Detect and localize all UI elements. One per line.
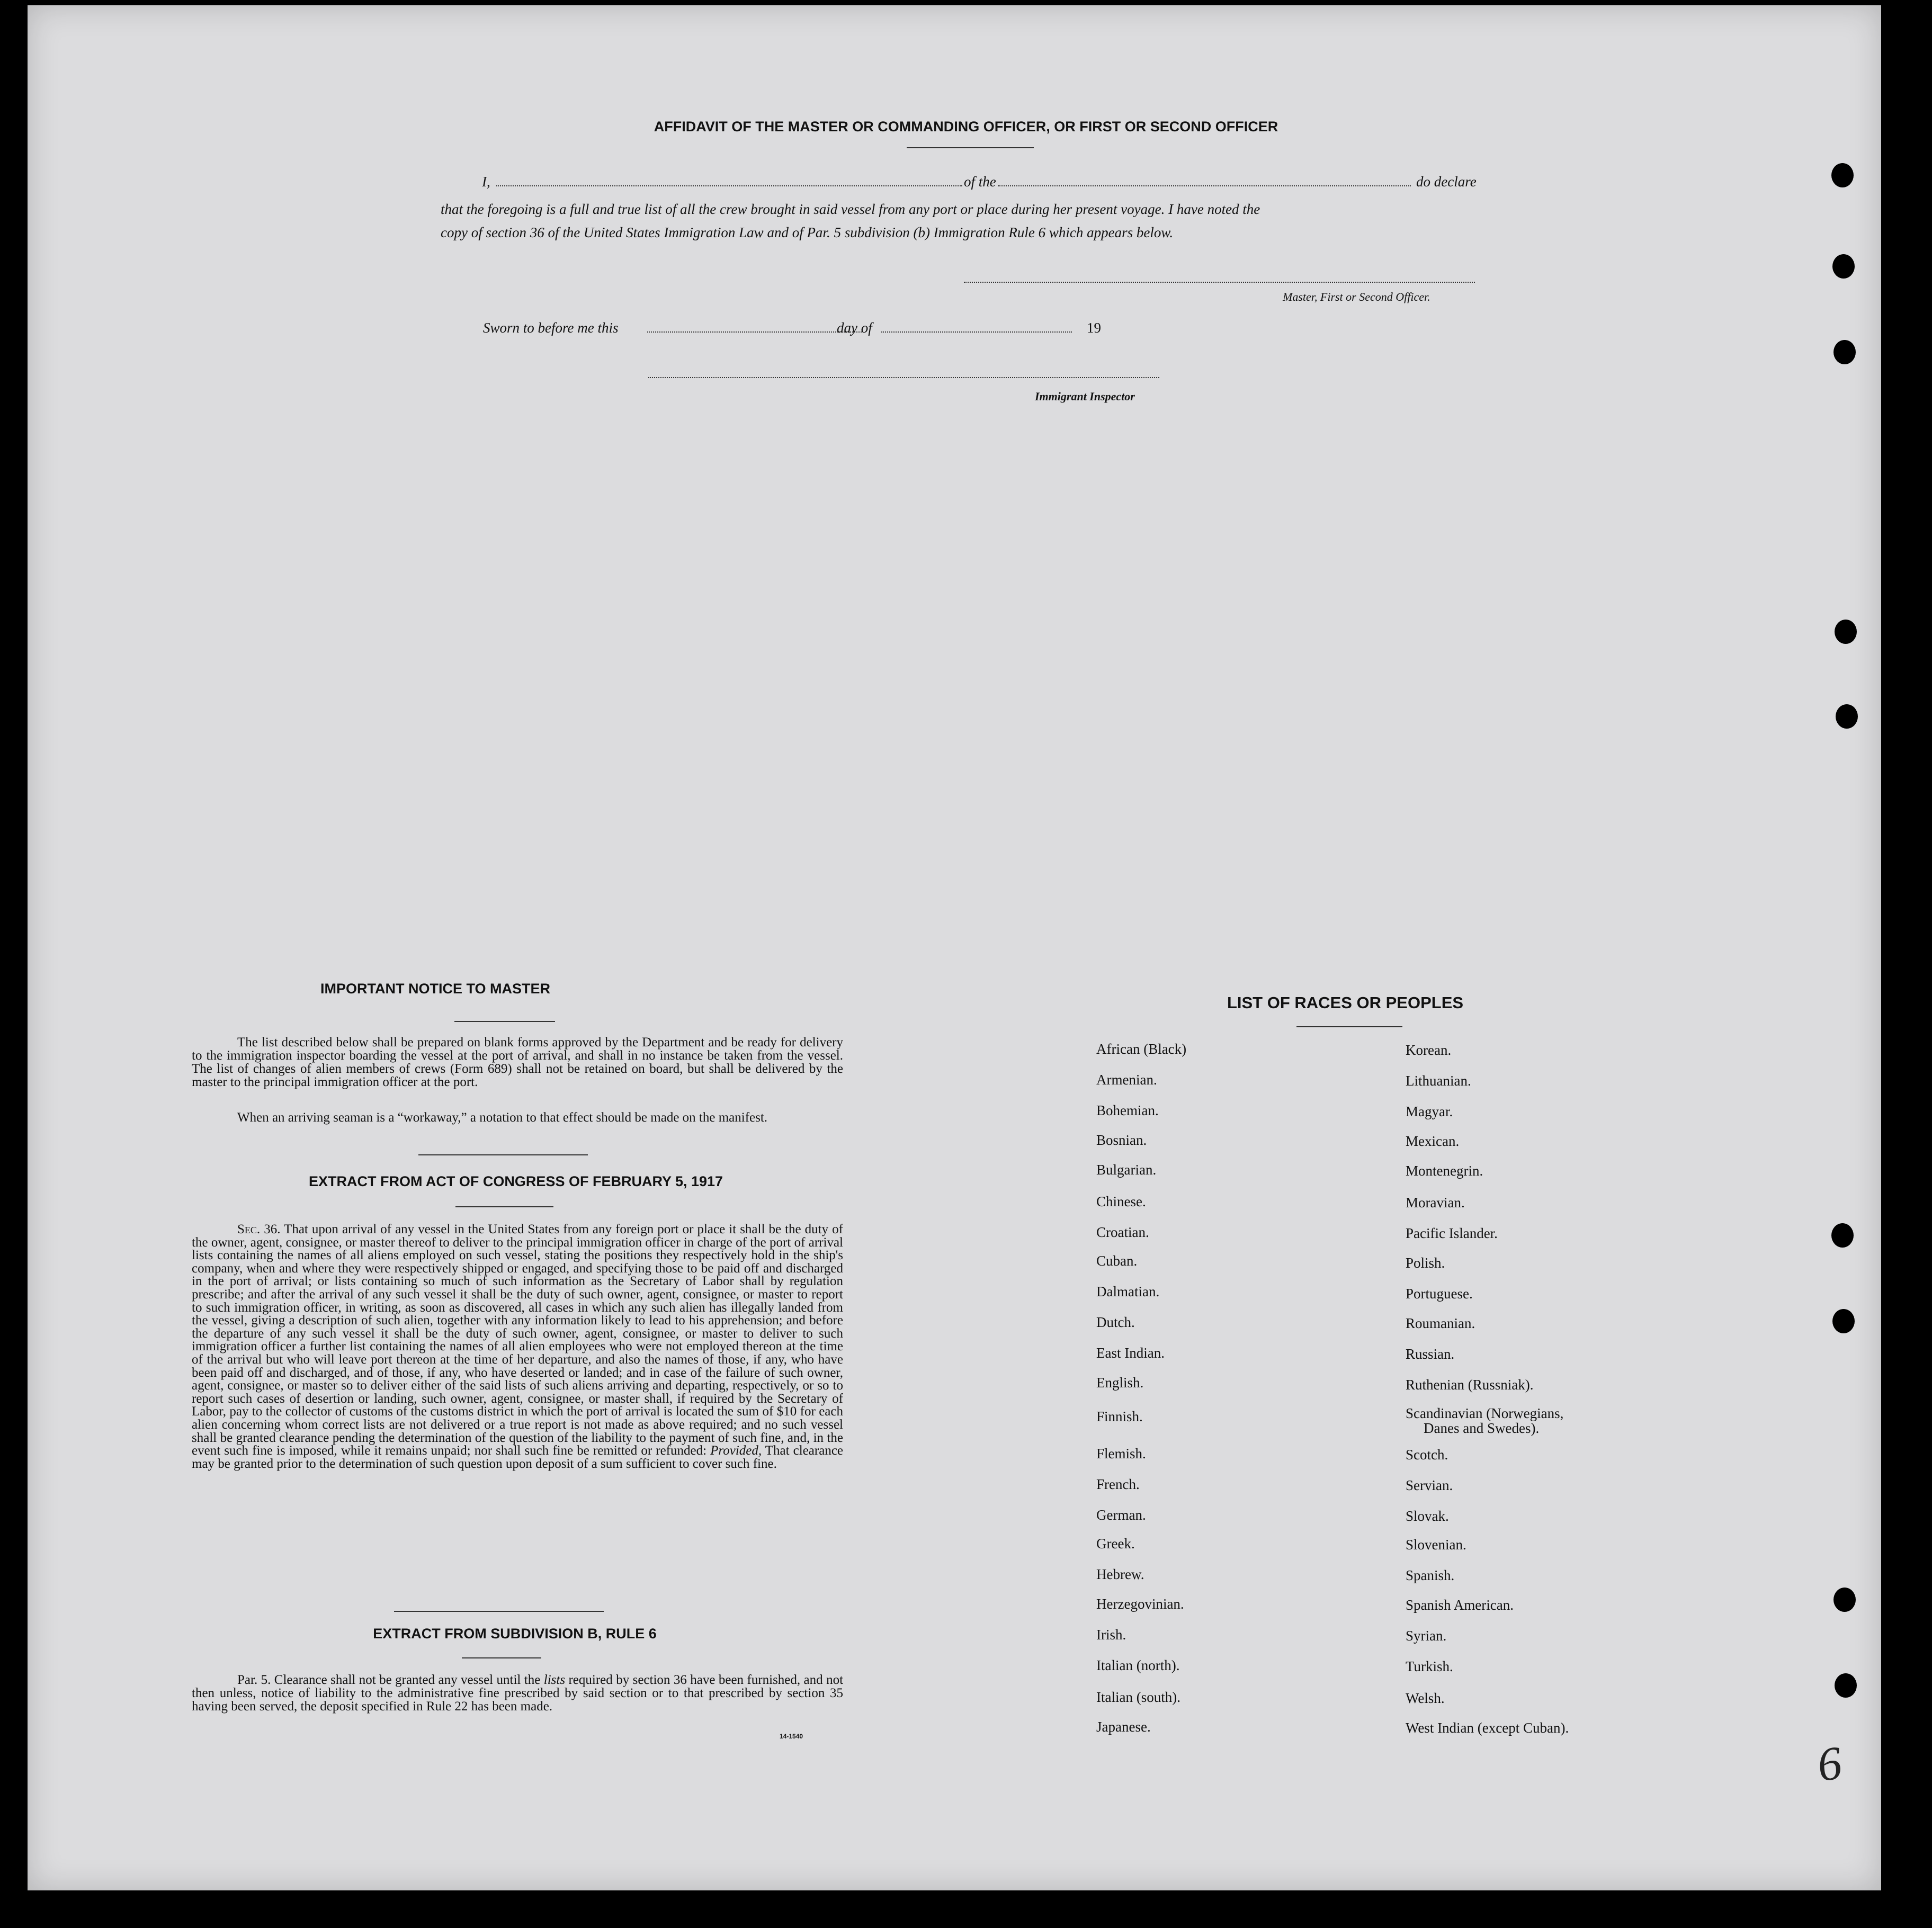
notice-paragraph-2	[192, 1111, 843, 1124]
notice-paragraph-2-text: When an arriving seaman is a “workaway,” a notation to that effect should be made on the manifest.	[237, 1110, 768, 1125]
race-item: African (Black)	[1096, 1041, 1187, 1057]
punch-hole	[1835, 620, 1857, 644]
punch-hole	[1835, 1673, 1857, 1698]
race-item: Turkish.	[1406, 1658, 1453, 1674]
race-item: English.	[1096, 1375, 1144, 1391]
document-page	[28, 5, 1881, 1890]
race-item: Greek.	[1096, 1536, 1135, 1552]
affidavit-title: AFFIDAVIT OF THE MASTER OR COMMANDING OFFICER, OR FIRST OR SECOND OFFICER	[654, 119, 1278, 134]
race-item: Moravian.	[1406, 1195, 1465, 1210]
punch-hole	[1836, 704, 1858, 729]
race-item: Spanish.	[1406, 1567, 1455, 1583]
race-item: Hebrew.	[1096, 1566, 1144, 1582]
extract-act-text	[192, 1223, 843, 1470]
race-item: Dutch.	[1096, 1314, 1135, 1330]
race-item: Slovak.	[1406, 1508, 1449, 1524]
form-number: 14-1540	[780, 1733, 803, 1740]
race-item: Bosnian.	[1096, 1132, 1147, 1148]
race-item: Bohemian.	[1096, 1102, 1159, 1118]
affidavit-of-the-label: of the	[964, 174, 996, 190]
punch-hole	[1831, 163, 1854, 187]
affidavit-line2: copy of section 36 of the United States Immigration Law and of Par. 5 subdivision (b) Immigration Rule 6 which appears below.	[441, 225, 1174, 240]
race-item: Portuguese.	[1406, 1286, 1473, 1302]
race-item: Italian (south).	[1096, 1689, 1180, 1705]
notice-paragraph-1-text: The list described below shall be prepared on blank forms approved by the Department and be ready for delivery to the immigration inspector boarding the vessel at the port of arrival, and shall in no instance be taken from the vessel. The list of changes of alien members of crews (Form 689) shall not be retained on board, but shall be delivered by the master to the principal immigration officer at the port.	[192, 1035, 843, 1089]
divider	[454, 1021, 555, 1022]
divider	[418, 1154, 588, 1155]
punch-hole	[1832, 1309, 1855, 1333]
race-item: Italian (north).	[1096, 1657, 1180, 1673]
race-item: Russian.	[1406, 1346, 1455, 1362]
race-item: Slovenian.	[1406, 1537, 1466, 1553]
inspector-caption: Immigrant Inspector	[1035, 390, 1135, 403]
vessel-field-line	[998, 185, 1411, 186]
race-item: West Indian (except Cuban).	[1406, 1720, 1569, 1736]
sworn-month-line	[881, 331, 1072, 333]
extract-rule-title: EXTRACT FROM SUBDIVISION B, RULE 6	[373, 1626, 657, 1642]
lists-word: lists	[543, 1673, 566, 1687]
sworn-day-line	[647, 331, 862, 333]
punch-hole	[1831, 1223, 1854, 1248]
race-item: Ruthenian (Russniak).	[1406, 1377, 1534, 1393]
race-item: Montenegrin.	[1406, 1163, 1483, 1179]
race-item: German.	[1096, 1507, 1146, 1523]
race-item: Irish.	[1096, 1627, 1126, 1643]
race-item: Korean.	[1406, 1042, 1452, 1058]
extract-act-title: EXTRACT FROM ACT OF CONGRESS OF FEBRUARY 5, 1917	[308, 1173, 723, 1189]
race-item: Roumanian.	[1406, 1315, 1475, 1331]
race-item: Scotch.	[1406, 1447, 1448, 1463]
punch-hole	[1832, 254, 1855, 279]
inspector-signature-line	[648, 377, 1159, 378]
race-item: Dalmatian.	[1096, 1284, 1160, 1299]
notice-title: IMPORTANT NOTICE TO MASTER	[320, 981, 550, 997]
section-text: That upon arrival of any vessel in the United States from any foreign port or place it shall be the duty of the owner, agent, consignee, or master thereof to deliver to the principal immigration officer in charge of the port of arrival lists containing the names of all aliens employed on such vessel, stating the positions they respectively hold in the ship's company, when and where they were respectively shipped or engaged, and specifying those to be paid off and discharged in the port of arrival; or lists containing so much of such information as the Secretary of Labor shall by regulation prescribe; and after the arrival of any such vessel it shall be the duty of such owner, agent, consignee, or master to report to such immigration officer, in writing, as soon as discovered, all cases in which any such alien has illegally landed from the vessel, giving a description of such alien, together with any information likely to lead to his apprehension; and before the departure of any such vessel it shall be the duty of such owner, agent, consignee, or master to deliver to such immigration officer a further list containing the names of all alien employees who were not employed thereon at the time of the arrival but who will leave port thereon at the time of her departure, and also the names of those, if any, who have been paid off and discharged, and of those, if any, who have deserted or landed; and in case of the failure of such owner, agent, consignee, or master so to deliver either of the said lists of such aliens arriving and departing, respectively, or so to report such cases of desertion or landing, such owner, agent, consignee, or master shall, if required by the Secretary of Labor, pay to the collector of customs of the customs district in which the port of arrival is located the sum of $10 for each alien concerning whom correct lists are not delivered or a true report is not made as above required; and no such vessel shall be granted clearance pending the determination of the question of the liability to the payment of such fine, and, in the event such fine is imposed, while it remains unpaid; nor shall such fine be remitted or refunded:	[192, 1222, 843, 1458]
signature-caption: Master, First or Second Officer.	[1283, 290, 1430, 303]
races-title: LIST OF RACES OR PEOPLES	[1227, 993, 1464, 1012]
race-item: Croatian.	[1096, 1224, 1149, 1240]
notice-paragraph-1	[192, 1036, 843, 1089]
race-item: Scandinavian (Norwegians,	[1406, 1405, 1564, 1421]
race-item: Servian.	[1406, 1477, 1453, 1493]
section-label: Sec. 36.	[237, 1222, 281, 1236]
race-item: Magyar.	[1406, 1104, 1453, 1119]
divider	[462, 1657, 541, 1658]
race-item: Japanese.	[1096, 1719, 1151, 1735]
divider	[1296, 1026, 1402, 1027]
section-text-end: That clearance may be granted prior to the determination of such question upon deposit of a sum sufficient to cover such fine.	[192, 1443, 844, 1471]
race-item: Lithuanian.	[1406, 1073, 1471, 1089]
race-item: Herzegovinian.	[1096, 1596, 1184, 1612]
handwritten-page-number: 6	[1814, 1736, 1845, 1792]
race-item: Mexican.	[1406, 1133, 1460, 1149]
signature-line	[964, 282, 1475, 283]
rule-text-end: required by section 36 have been furnished, and not then unless, notice of liability to the administrative fine prescribed by said section or to that prescribed by section 35 having been served, the deposit specified in Rule 22 has been made.	[192, 1673, 844, 1714]
race-item-continuation: Danes and Swedes).	[1424, 1420, 1540, 1436]
race-item: French.	[1096, 1476, 1140, 1492]
sworn-label: Sworn to before me this	[483, 320, 619, 336]
affidavit-line1: that the foregoing is a full and true list of all the crew brought in said vessel from any port or place during her present voyage. I have noted the	[441, 201, 1260, 217]
race-item: Syrian.	[1406, 1628, 1447, 1644]
day-of-label: day of	[837, 320, 872, 336]
punch-hole	[1833, 1588, 1856, 1612]
race-item: East Indian.	[1096, 1345, 1165, 1361]
affidavit-do-declare: do declare	[1416, 174, 1477, 190]
year-label: 19	[1087, 320, 1101, 336]
race-item: Polish.	[1406, 1255, 1445, 1271]
race-item: Flemish.	[1096, 1446, 1146, 1461]
race-item: Cuban.	[1096, 1253, 1138, 1269]
divider	[394, 1611, 604, 1612]
divider	[907, 147, 1034, 148]
race-item: Chinese.	[1096, 1194, 1146, 1209]
provided-word: Provided,	[710, 1443, 762, 1458]
divider	[455, 1206, 553, 1207]
name-field-line	[496, 185, 962, 186]
punch-hole	[1833, 340, 1856, 364]
race-item: Bulgarian.	[1096, 1162, 1157, 1178]
race-item: Pacific Islander.	[1406, 1225, 1498, 1241]
race-item: Finnish.	[1096, 1409, 1143, 1424]
race-item: Welsh.	[1406, 1690, 1445, 1706]
race-item: Spanish American.	[1406, 1597, 1514, 1613]
affidavit-i-label: I,	[482, 174, 490, 190]
race-item: Armenian.	[1096, 1072, 1157, 1088]
rule-text-start: Par. 5. Clearance shall not be granted any vessel until the	[237, 1673, 541, 1687]
extract-rule-text	[192, 1673, 843, 1713]
